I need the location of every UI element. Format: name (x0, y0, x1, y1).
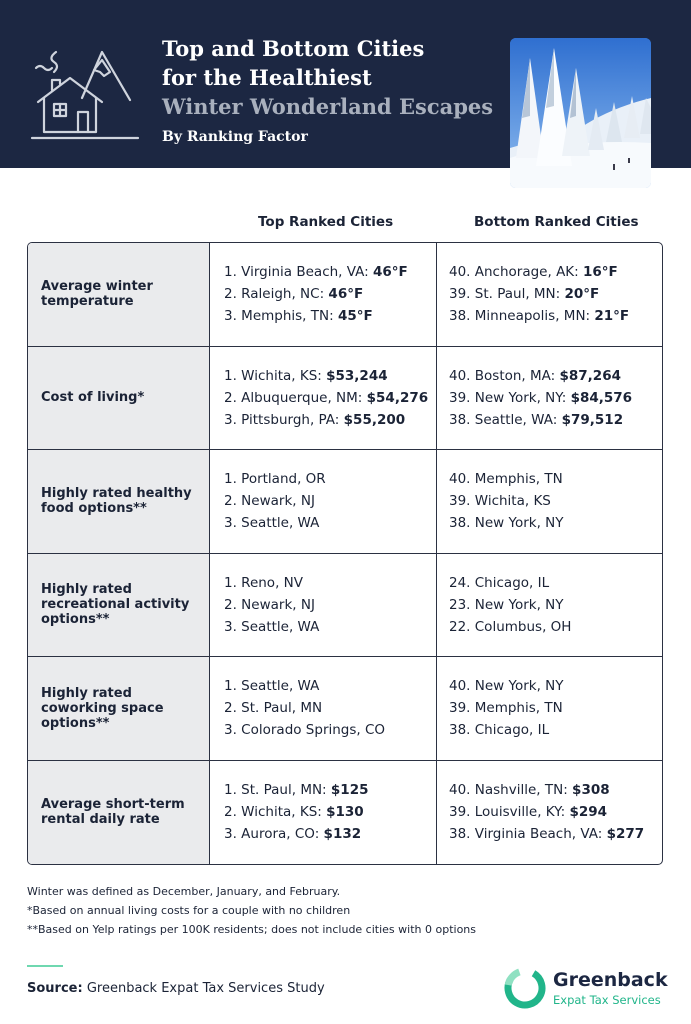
list-item: 3. Seattle, WA (224, 515, 320, 532)
list-item: 38. Chicago, IL (449, 722, 550, 739)
list-item: 2. Wichita, KS: $130 (224, 804, 364, 820)
list-item: 40. Memphis, TN (449, 471, 563, 488)
title-block (162, 34, 502, 145)
top-cities-cell (210, 554, 437, 657)
list-item: 40. Boston, MA: $87,264 (449, 367, 621, 384)
list-item: 2. Raleigh, NC: 46°F (224, 286, 364, 303)
top-cities-cell (210, 347, 437, 450)
list-item: 3. Memphis, TN: 45°F (224, 308, 373, 325)
list-item: 22. Columbus, OH (449, 618, 572, 635)
logo-subtitle: Expat Tax Services (553, 993, 661, 1007)
list-item: 38. New York, NY (449, 515, 564, 532)
rankings-table (27, 242, 663, 865)
list-item: 3. Pittsburgh, PA: $55,200 (224, 411, 406, 428)
source-text: Greenback Expat Tax Services Study (86, 981, 325, 996)
bottom-cities-cell (437, 450, 662, 553)
list-item: 38. Seattle, WA: $79,512 (449, 411, 624, 428)
list-item: 1. Wichita, KS: $53,244 (224, 367, 388, 384)
list-item: 39. Wichita, KS (449, 493, 551, 510)
page-subtitle: By Ranking Factor (162, 129, 308, 145)
divider (27, 965, 63, 967)
list-item: 39. St. Paul, MN: 20°F (449, 286, 600, 303)
list-item: 3. Aurora, CO: $132 (224, 826, 362, 842)
list-item: 39. New York, NY: $84,576 (449, 389, 633, 406)
list-item: 2. St. Paul, MN (224, 700, 323, 717)
list-item: 1. Reno, NV (224, 574, 303, 591)
snowy-forest-photo (510, 38, 651, 188)
list-item: 2. Newark, NJ (224, 596, 315, 613)
column-header-bottom: Bottom Ranked Cities (474, 214, 639, 230)
row-label: Cost of living* (28, 347, 210, 450)
table-row (28, 243, 662, 347)
row-label: Highly rated coworking space options** (28, 657, 210, 760)
logo-name: Greenback (553, 969, 668, 991)
list-item: 2. Newark, NJ (224, 493, 315, 510)
bottom-cities-cell (437, 347, 662, 450)
footnote-yelp: **Based on Yelp ratings per 100K residents; does not include cities with 0 options (27, 923, 476, 936)
bottom-cities-cell (437, 761, 662, 864)
bottom-cities-cell (437, 657, 662, 760)
top-cities-cell (210, 450, 437, 553)
greenback-logo (503, 966, 668, 1010)
list-item: 38. Minneapolis, MN: 21°F (449, 308, 630, 325)
list-item: 1. Portland, OR (224, 471, 326, 488)
list-item: 1. St. Paul, MN: $125 (224, 782, 369, 798)
top-cities-cell (210, 657, 437, 760)
table-row (28, 450, 662, 554)
column-header-top: Top Ranked Cities (258, 214, 394, 230)
footnotes (27, 882, 476, 939)
footnote-winter: Winter was defined as December, January, and February. (27, 885, 341, 898)
page-title-line-1: Top and Bottom Cities (162, 36, 425, 61)
bottom-cities-cell (437, 243, 662, 346)
table-row (28, 657, 662, 761)
greenback-logo-icon (503, 966, 547, 1010)
table-row (28, 554, 662, 658)
source-label: Source: (27, 981, 83, 996)
row-label: Average winter temperature (28, 243, 210, 346)
footnote-cost: *Based on annual living costs for a couple with no children (27, 904, 351, 917)
row-label: Average short-term rental daily rate (28, 761, 210, 864)
row-label: Highly rated recreational activity options** (28, 554, 210, 657)
list-item: 3. Seattle, WA (224, 618, 320, 635)
list-item: 1. Seattle, WA (224, 678, 320, 695)
list-item: 3. Colorado Springs, CO (224, 722, 386, 739)
page-title-line-2: for the Healthiest (162, 65, 372, 90)
list-item: 38. Virginia Beach, VA: $277 (449, 826, 645, 842)
list-item: 40. Nashville, TN: $308 (449, 782, 610, 798)
list-item: 24. Chicago, IL (449, 574, 550, 591)
list-item: 40. New York, NY (449, 678, 564, 695)
page-title-line-3: Winter Wonderland Escapes (162, 94, 494, 119)
top-cities-cell (210, 243, 437, 346)
table-row (28, 347, 662, 451)
list-item: 2. Albuquerque, NM: $54,276 (224, 389, 429, 406)
list-item: 1. Virginia Beach, VA: 46°F (224, 264, 408, 281)
list-item: 23. New York, NY (449, 596, 564, 613)
top-cities-cell (210, 761, 437, 864)
list-item: 39. Louisville, KY: $294 (449, 804, 608, 820)
bottom-cities-cell (437, 554, 662, 657)
list-item: 39. Memphis, TN (449, 700, 563, 717)
table-row (28, 761, 662, 864)
row-label: Highly rated healthy food options** (28, 450, 210, 553)
list-item: 40. Anchorage, AK: 16°F (449, 264, 618, 281)
cabin-mountain-icon (30, 40, 140, 140)
source-line (27, 981, 325, 996)
